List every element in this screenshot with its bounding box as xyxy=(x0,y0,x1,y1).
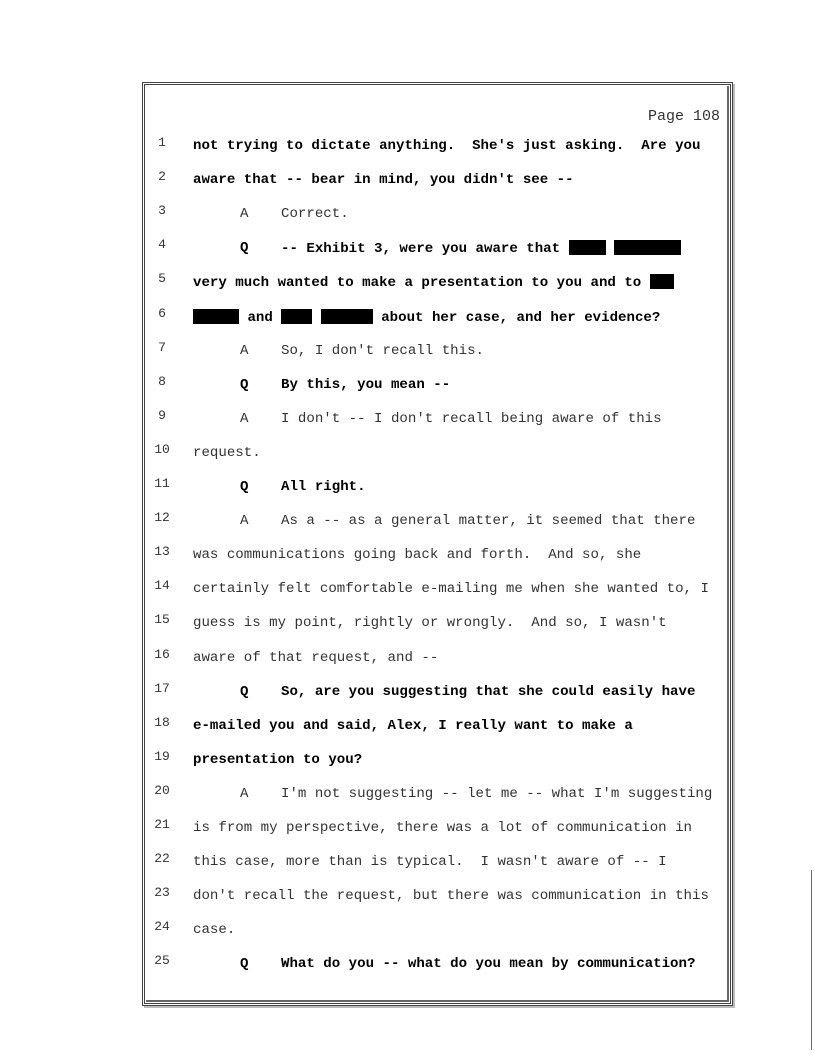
line-number: 8 xyxy=(158,373,166,389)
transcript-line xyxy=(0,510,816,533)
text-segment xyxy=(606,241,614,257)
transcript-line xyxy=(0,203,816,226)
line-number: 20 xyxy=(154,782,170,798)
transcript-line xyxy=(0,441,816,465)
redaction-block xyxy=(614,240,681,255)
line-number: 2 xyxy=(158,169,166,185)
line-number: 23 xyxy=(154,885,170,901)
speaker-label: Q xyxy=(240,376,249,393)
text-segment: not trying to dictate anything. She's just asking. Are you xyxy=(193,138,701,154)
redaction-block xyxy=(193,309,239,324)
line-text xyxy=(281,786,712,802)
line-number: 6 xyxy=(158,305,166,321)
transcript-line xyxy=(0,476,816,499)
line-text xyxy=(281,240,681,257)
transcript-line xyxy=(0,305,816,329)
line-text xyxy=(281,956,695,972)
redaction-block xyxy=(321,309,373,324)
line-text xyxy=(193,309,660,326)
line-number: 11 xyxy=(154,476,170,491)
text-segment: request. xyxy=(193,444,261,461)
line-text xyxy=(281,684,695,700)
line-number: 19 xyxy=(154,748,170,764)
line-text xyxy=(193,615,667,631)
text-segment: this case, more than is typical. I wasn't aware of -- I xyxy=(193,854,667,871)
transcript-line xyxy=(0,407,816,431)
text-segment: about her case, and her evidence? xyxy=(372,309,661,326)
text-segment: guess is my point, rightly or wrongly. And so, I wasn't xyxy=(193,615,667,632)
line-number: 5 xyxy=(158,271,166,287)
text-segment: So, are you suggesting that she could easily have xyxy=(281,683,696,700)
transcript-line xyxy=(0,953,816,976)
text-segment: What do you -- what do you mean by communication? xyxy=(281,956,696,973)
text-segment: was communications going back and forth. And so, she xyxy=(193,547,642,564)
text-segment: certainly felt comfortable e-mailing me when she wanted to, I xyxy=(193,581,709,598)
transcript-line xyxy=(0,271,816,294)
line-number: 18 xyxy=(154,714,170,730)
transcript-line xyxy=(0,714,816,738)
line-number: 10 xyxy=(154,441,170,457)
transcript-line xyxy=(0,169,816,192)
redaction-block xyxy=(569,240,606,255)
line-text xyxy=(193,888,709,904)
line-number: 15 xyxy=(154,612,170,628)
line-text xyxy=(281,513,695,529)
transcript-line xyxy=(0,782,816,806)
text-segment: aware that -- bear in mind, you didn't see -- xyxy=(193,172,574,189)
line-number: 12 xyxy=(154,510,170,526)
transcript-line xyxy=(0,817,816,840)
line-number: 17 xyxy=(154,680,170,696)
line-number: 25 xyxy=(154,953,170,969)
line-number: 16 xyxy=(154,646,170,662)
line-text xyxy=(193,718,633,734)
line-text xyxy=(193,547,641,563)
transcript-line xyxy=(0,135,816,158)
text-segment: As a -- as a general matter, it seemed that there xyxy=(281,513,696,530)
speaker-label: Q xyxy=(240,479,249,495)
line-number: 3 xyxy=(158,203,166,219)
text-segment: All right. xyxy=(281,479,366,495)
text-segment: is from my perspective, there was a lot of communication in xyxy=(193,820,692,836)
speaker-label: A xyxy=(240,410,249,427)
page-number: Page 108 xyxy=(647,108,720,125)
line-text xyxy=(193,445,261,461)
transcript-line xyxy=(0,373,816,397)
text-segment: By this, you mean -- xyxy=(281,376,451,393)
text-segment: case. xyxy=(193,922,236,939)
redaction-block xyxy=(281,309,312,324)
speaker-label: Q xyxy=(240,683,249,700)
line-number: 1 xyxy=(158,135,166,150)
text-segment: I don't -- I don't recall being aware of this xyxy=(281,410,662,427)
line-number: 4 xyxy=(158,237,166,253)
line-text xyxy=(193,752,362,768)
line-text xyxy=(281,479,366,495)
transcript-line xyxy=(0,612,816,635)
line-text xyxy=(193,922,235,938)
transcript-line xyxy=(0,544,816,567)
line-text xyxy=(281,343,484,359)
text-segment: Correct. xyxy=(281,206,349,223)
text-segment: I'm not suggesting -- let me -- what I'm suggesting xyxy=(281,785,713,802)
transcript-line xyxy=(0,748,816,772)
redaction-block xyxy=(650,274,674,289)
line-text xyxy=(193,820,692,836)
line-number: 14 xyxy=(154,578,170,594)
line-number: 21 xyxy=(154,817,170,832)
transcript-line xyxy=(0,919,816,942)
speaker-label: Q xyxy=(240,240,249,257)
line-text xyxy=(193,854,667,870)
text-segment: very much wanted to make a presentation to you and to xyxy=(193,275,650,292)
line-number: 13 xyxy=(154,544,170,560)
speaker-label: A xyxy=(240,513,249,530)
text-segment: So, I don't recall this. xyxy=(281,342,484,359)
text-segment: don't recall the request, but there was communication in this xyxy=(193,888,709,905)
line-number: 24 xyxy=(154,919,170,935)
text-segment: and xyxy=(239,309,282,326)
speaker-label: Q xyxy=(240,956,249,973)
line-text xyxy=(281,377,450,393)
speaker-label: A xyxy=(240,206,249,223)
transcript-line xyxy=(0,237,816,260)
line-number: 7 xyxy=(158,339,166,355)
speaker-label: A xyxy=(240,342,249,359)
line-text xyxy=(281,206,349,222)
text-segment: e-mailed you and said, Alex, I really want to make a xyxy=(193,717,633,734)
text-segment: -- Exhibit 3, were you aware that xyxy=(281,241,569,258)
speaker-label: A xyxy=(240,785,249,802)
transcript-line xyxy=(0,851,816,874)
text-segment: presentation to you? xyxy=(193,751,363,768)
line-text xyxy=(193,581,709,597)
line-text xyxy=(281,411,662,427)
line-number: 22 xyxy=(154,851,170,867)
transcript-line xyxy=(0,680,816,704)
transcript-line xyxy=(0,646,816,670)
transcript-line xyxy=(0,885,816,908)
transcript-line xyxy=(0,339,816,363)
line-number: 9 xyxy=(158,407,166,423)
line-text xyxy=(193,172,574,188)
text-segment xyxy=(312,310,320,326)
line-text xyxy=(193,274,674,291)
line-text xyxy=(193,138,700,154)
line-text xyxy=(193,650,438,666)
text-segment: aware of that request, and -- xyxy=(193,649,439,666)
transcript-line xyxy=(0,578,816,601)
